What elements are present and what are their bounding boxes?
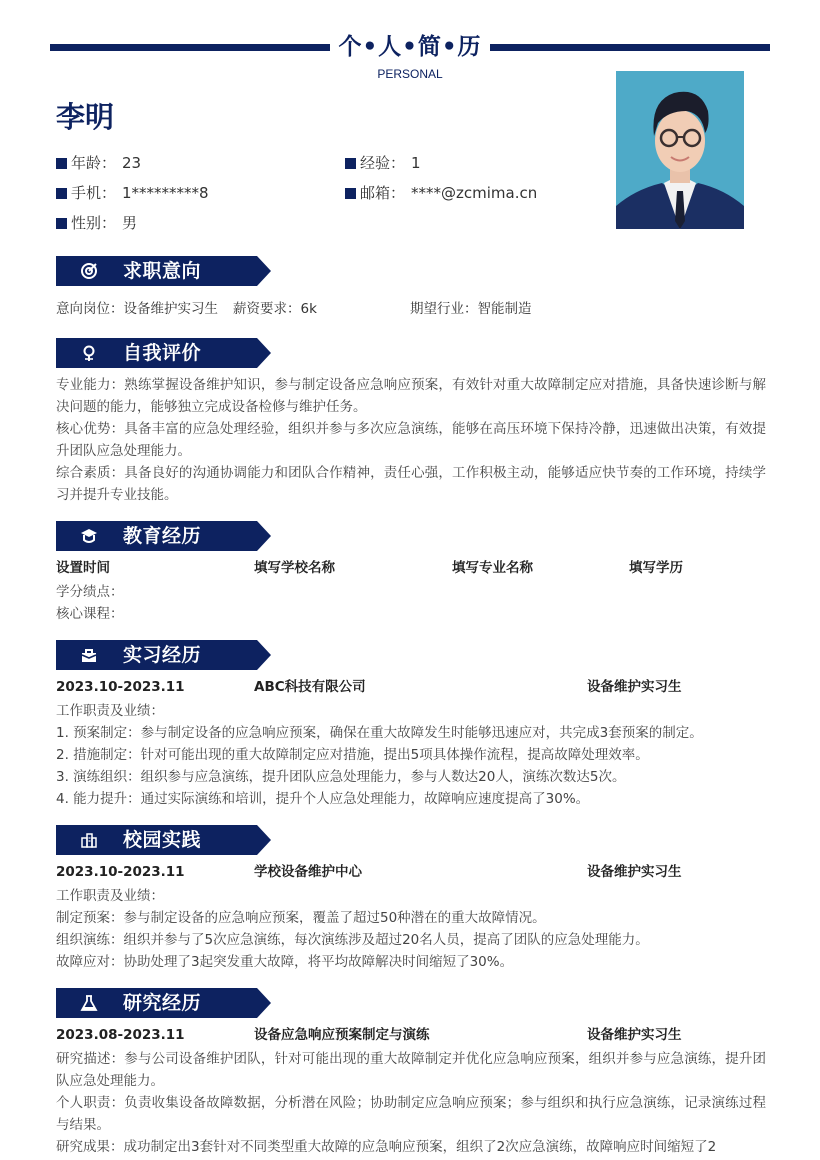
section-header-self-eval [56,338,271,368]
campus-item: 故障应对：协助处理了3起突发重大故障，将平均故障解决时间缩短了30%。 [56,954,514,970]
internship-company: ABC科技有限公司 [254,679,366,695]
section-header-intention [56,256,271,286]
section-title: 研究经历 [123,992,202,1014]
research-role: 设备维护实习生 [587,1027,682,1043]
section-title: 实习经历 [123,644,202,666]
intention-row [56,298,766,320]
section-title: 求职意向 [123,260,202,282]
bullet-square-icon [345,188,356,199]
section-title: 教育经历 [123,525,202,547]
flask-icon [80,994,98,1012]
intention-industry: 期望行业：智能制造 [410,301,532,317]
info-label: 手机： [71,184,117,202]
internship-row [56,676,766,698]
self-eval-paragraph: 综合素质：具备良好的沟通协调能力和团队合作精神，责任心强，工作积极主动，能够适应快节奏的工作环境，持续学习并提升专业技能。 [56,465,766,503]
info-label: 邮箱： [360,184,406,202]
graduation-cap-icon [80,527,98,545]
info-value: 23 [122,154,142,172]
section-title: 自我评价 [123,342,202,364]
research-paragraph: 研究描述：参与公司设备维护团队，针对可能出现的重大故障制定并优化应急响应预案，组织并参与应急演练，提升团队应急处理能力。 [56,1051,766,1089]
info-age [56,153,141,173]
info-value: 1*********8 [122,184,209,202]
campus-time: 2023.10-2023.11 [56,864,185,880]
info-value: ****@zcmima.cn [411,184,538,202]
internship-time: 2023.10-2023.11 [56,679,185,695]
education-major: 填写专业名称 [452,560,533,576]
section-header-campus [56,825,271,855]
campus-row [56,861,766,883]
info-label: 年龄： [71,154,117,172]
campus-duty-label: 工作职责及业绩： [56,888,164,904]
candidate-name: 李明 [56,100,115,134]
info-label: 经验： [360,154,406,172]
research-project: 设备应急响应预案制定与演练 [254,1027,430,1043]
education-school: 填写学校名称 [254,560,335,576]
profile-photo [616,71,744,229]
info-gender [56,213,137,233]
campus-role: 设备维护实习生 [587,864,682,880]
section-title: 校园实践 [123,829,202,851]
briefcase-icon [80,646,98,664]
person-portrait-icon [616,71,744,229]
info-experience [345,153,421,173]
research-row [56,1024,766,1046]
campus-item: 组织演练：组织并参与了5次应急演练，每次演练涉及超过20名人员，提高了团队的应急处理能力。 [56,932,649,948]
research-paragraph: 个人职责：负责收集设备故障数据，分析潜在风险；协助制定应急响应预案；参与组织和执行应急演练，记录演练过程与结果。 [56,1095,766,1133]
campus-item: 制定预案：参与制定设备的应急响应预案，覆盖了超过50种潜在的重大故障情况。 [56,910,546,926]
education-row [56,557,766,579]
education-time: 设置时间 [56,560,110,576]
flower-icon [80,344,98,362]
education-gpa: 学分绩点： [56,584,124,600]
header-line-left [50,44,330,51]
internship-item: 3. 演练组织：组织参与应急演练，提升团队应急处理能力，参与人数达20人，演练次数达5次。 [56,769,626,785]
internship-role: 设备维护实习生 [587,679,682,695]
research-time: 2023.08-2023.11 [56,1027,185,1043]
info-phone [56,183,209,203]
info-value: 男 [122,214,138,232]
info-email [345,183,537,203]
self-eval-paragraph: 专业能力：熟练掌握设备维护知识，参与制定设备应急响应预案，有效针对重大故障制定应对措施，具备快速诊断与解决问题的能力，能够独立完成设备检修与维护任务。 [56,377,766,415]
info-label: 性别： [71,214,117,232]
self-eval-paragraph: 核心优势：具备丰富的应急处理经验，组织并参与多次应急演练，能够在高压环境下保持冷静，迅速做出决策，有效提升团队应急处理能力。 [56,421,766,459]
header-line-right [490,44,770,51]
resume-title: 个•人•简•历 [338,34,482,60]
internship-duty-label: 工作职责及业绩： [56,703,164,719]
internship-item: 4. 能力提升：通过实际演练和培训，提升个人应急处理能力，故障响应速度提高了30%。 [56,791,590,807]
intention-position: 意向岗位：设备维护实习生 [56,301,218,317]
bullet-square-icon [56,188,67,199]
info-value: 1 [411,154,421,172]
target-icon [80,262,98,280]
section-header-internship [56,640,271,670]
bullet-square-icon [56,218,67,229]
bullet-square-icon [345,158,356,169]
bullet-square-icon [56,158,67,169]
section-header-education [56,521,271,551]
education-courses: 核心课程： [56,606,124,622]
resume-subtitle: PERSONAL [377,67,443,81]
building-icon [80,831,98,849]
internship-item: 2. 措施制定：针对可能出现的重大故障制定应对措施，提出5项具体操作流程，提高故障处理效率。 [56,747,649,763]
campus-org: 学校设备维护中心 [254,864,362,880]
education-degree: 填写学历 [629,560,683,576]
research-paragraph: 研究成果：成功制定出3套针对不同类型重大故障的应急响应预案，组织了2次应急演练，故障响应时间缩短了2 [56,1139,717,1155]
intention-salary: 薪资要求：6k [233,301,317,317]
section-header-research [56,988,271,1018]
internship-item: 1. 预案制定：参与制定设备的应急响应预案，确保在重大故障发生时能够迅速应对，共完成3套预案的制定。 [56,725,703,741]
